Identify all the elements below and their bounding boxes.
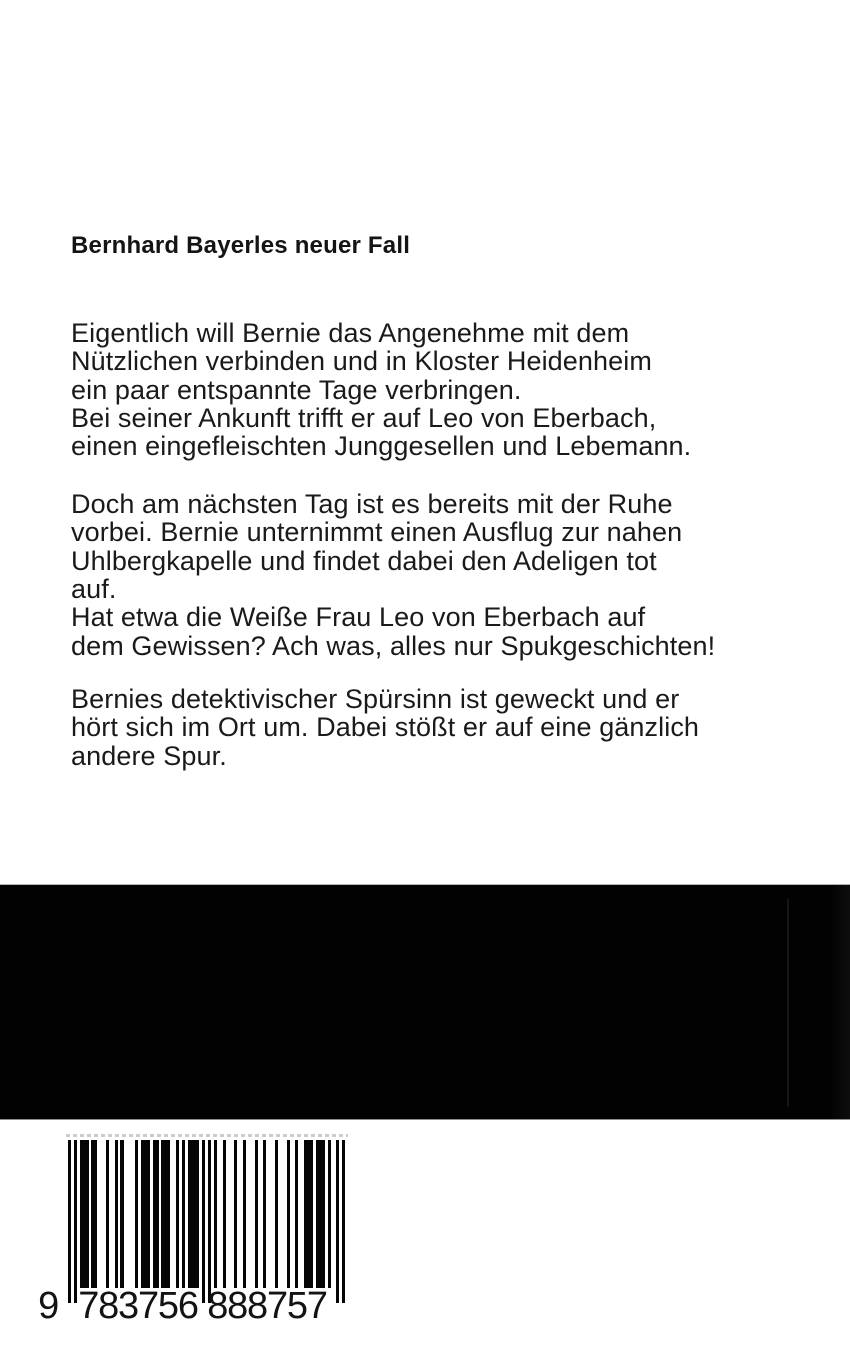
barcode-bar: [202, 1140, 205, 1303]
barcode-bar: [214, 1140, 217, 1288]
barcode-bar: [223, 1140, 226, 1288]
blurb-paragraph-3: [71, 685, 699, 770]
barcode-bar: [153, 1140, 159, 1288]
barcode-bar: [80, 1140, 89, 1288]
text-line: Bernies detektivischer Spürsinn ist geweckt und er: [71, 684, 680, 714]
text-line: Eigentlich will Bernie das Angenehme mit dem: [71, 318, 630, 348]
blurb-paragraph-1: [71, 319, 691, 461]
text-line: einen eingefleischten Junggesellen und Lebemann.: [71, 431, 692, 462]
barcode-bar: [304, 1140, 313, 1288]
band-crease: [787, 899, 789, 1107]
text-line: Doch am nächsten Tag ist es bereits mit der Ruhe: [71, 489, 673, 519]
barcode-bar: [115, 1140, 118, 1288]
barcode-bar: [342, 1140, 345, 1303]
blurb-paragraph-2: [71, 490, 715, 660]
barcode-bar: [182, 1140, 185, 1288]
text-line: hört sich im Ort um. Dabei stößt er auf eine gänzlich: [71, 712, 700, 743]
barcode-bar: [91, 1140, 97, 1288]
text-line: dem Gewissen? Ach was, alles nur Spukgeschichten!: [71, 630, 716, 661]
barcode-bar: [74, 1140, 77, 1303]
barcode-bar: [263, 1140, 266, 1288]
text-line: Nützlichen verbinden und in Kloster Heidenheim: [71, 346, 652, 377]
barcode-digit-prefix: 9: [38, 1285, 58, 1327]
barcode-bar: [243, 1140, 246, 1288]
text-line: vorbei. Bernie unternimmt einen Ausflug zur nahen: [71, 517, 683, 548]
barcode-bar: [275, 1140, 278, 1288]
black-band: [0, 884, 850, 1120]
text-line: auf.: [71, 573, 117, 604]
barcode-bar: [135, 1140, 138, 1288]
text-line: Bei seiner Ankunft trifft er auf Leo von Eberbach,: [71, 402, 657, 433]
barcode-bar: [336, 1140, 339, 1303]
barcode-bars: [68, 1140, 345, 1303]
barcode-bar: [234, 1140, 237, 1288]
barcode-bar: [141, 1140, 150, 1288]
barcode-bar: [255, 1140, 258, 1288]
barcode-bar: [316, 1140, 325, 1288]
barcode-bar: [295, 1140, 298, 1288]
barcode-bar: [68, 1140, 71, 1303]
text-line: Uhlbergkapelle und findet dabei den Adeligen tot: [71, 545, 657, 576]
scan-artifact-strip: [66, 1134, 348, 1137]
text-line: Hat etwa die Weiße Frau Leo von Eberbach auf: [71, 602, 646, 633]
barcode-digits-group1: 783756: [78, 1285, 198, 1327]
barcode-bar: [120, 1140, 123, 1288]
barcode-digits-group2: 888757: [207, 1285, 327, 1327]
text-line: andere Spur.: [71, 740, 227, 771]
barcode-bar: [161, 1140, 170, 1288]
barcode-bar: [328, 1140, 331, 1288]
barcode-bar: [176, 1140, 179, 1288]
barcode-bar: [106, 1140, 109, 1288]
barcode-bar: [287, 1140, 290, 1288]
barcode-bar: [188, 1140, 200, 1288]
back-cover-heading: Bernhard Bayerles neuer Fall: [71, 232, 411, 259]
text-line: ein paar entspannte Tage verbringen.: [71, 374, 522, 405]
barcode-bar: [208, 1140, 211, 1303]
